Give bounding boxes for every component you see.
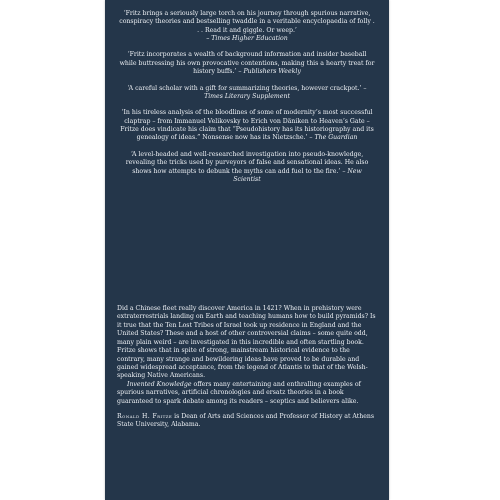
author-name: Ronald H. Fritze — [117, 413, 173, 421]
review-source: – Times Higher Education — [206, 35, 288, 43]
review-quote — [119, 109, 375, 143]
reviews-section — [119, 10, 375, 192]
book-title: Invented Knowledge — [127, 380, 192, 388]
review-text: ‘A careful scholar with a gift for summarizing theories, however crackpot.’ – — [127, 84, 367, 92]
description-paragraph — [117, 381, 379, 406]
review-quote — [119, 85, 375, 102]
review-quote — [119, 10, 375, 44]
author-bio-text: is Dean of Arts and Sciences and Professor of History at Athens State University, Alabama. — [117, 413, 375, 429]
review-text: ‘In his tireless analysis of the bloodlines of some of modernity’s most successful claptrap – from Immanuel Velikovsky to Erich von Däniken to Heaven’s Gate – Fritze does vindicate his claim that “Pseudohistory has its historiography and its genealogy of ideas.” Nonsense now has its Nietzsche.’ – — [120, 109, 374, 142]
book-back-cover — [105, 0, 389, 500]
review-source: New Scientist — [233, 167, 362, 183]
review-text: ‘A level-headed and well-researched investigation into pseudo-knowledge, revealing the tricks used by purveyors of false and sensational ideas. He also shows how attempts to debunk the myths can add fuel to the fire.’ – — [125, 150, 369, 175]
review-source: Times Literary Supplement — [204, 92, 290, 100]
review-quote — [119, 51, 375, 76]
review-quote — [119, 151, 375, 185]
author-bio — [117, 413, 379, 430]
description-paragraph: Did a Chinese fleet really discover America in 1421? When in prehistory were extraterrestrials landing on Earth and teaching humans how to build pyramids? Is it true that the Ten Lost Tribes of Israel took up residence in England and the United States? These and a host of other controversial claims – some quite odd, many plain weird – are investigated in this incredible and often startling book. Fritze shows that in spite of strong, mainstream historical evidence to the contrary, many strange and bewildering ideas have proved to be durable and gained widespread acceptance, from the legend of Atlantis to that of the Welsh-speaking Native Americans. — [117, 305, 376, 380]
review-source: Publishers Weekly — [243, 68, 301, 76]
description-text: offers many entertaining and enthralling examples of spurious narratives, artificial chronologies and ersatz theories in a book guaranteed to spark debate among its readers – sceptics and believers alike. — [117, 380, 361, 405]
review-text: ‘Fritz incorporates a wealth of background information and insider baseball while buttressing his own provocative contentions, making this a hearty treat for history buffs.’ – — [119, 51, 375, 76]
review-source: The Guardian — [314, 134, 358, 142]
book-description — [117, 305, 379, 430]
review-text: ‘Fritz brings a seriously large torch on his journey through spurious narrative, conspiracy theories and bestselling twaddle in a veritable encyclopaedia of folly . . . Read it and giggle. Or weep.’ — [119, 10, 375, 34]
